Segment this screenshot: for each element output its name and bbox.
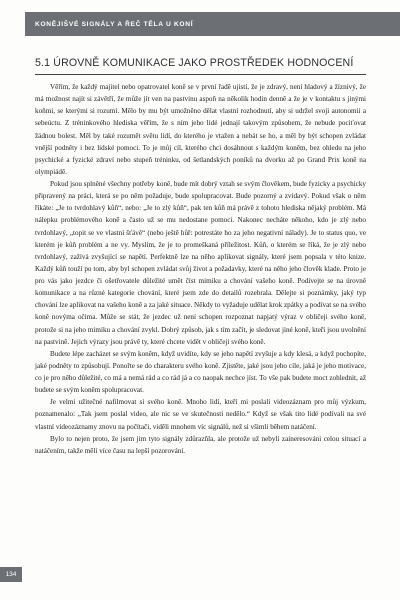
paragraph: Věřím, že každý majitel nebo opatrovatel koně se v první řadě ujistí, že je zdravý, není hladový a žíznivý, že má možnost najít si závětří, že může jít ven na pastvinu aspoň na několik hodin denně a že je v kontaktu s jinými koňmi, se kterými si rozumí. Mělo by mu být umožněno dělat vlastní rozhodnutí, aby si udržel svoji autonomii a sebeúctu. Z tréninkového hlediska věřím, že s ním jeho lidé jednají takovým způsobem, že nebude pociťovat žádnou bolest. Měl by také rozumět světu lidí, do kterého je vtažen a nebát se ho, a měl by být schopen zvládat vnější podněty i bez lidské pomoci. To je můj cíl, kterého chci dosáhnout s každým koněm, bez ohledu na jeho psychické a fyzické zdraví nebo stupeň tréninku, od šetlandských poníků na dvorku až po Grand Prix koně na olympiádě. [35,83,366,176]
page-number-tab [0,567,22,582]
section-title-rule [35,74,366,75]
running-header-title: KONĚJIŠVÉ SIGNÁLY A ŘEČ TĚLA U KONÍ [35,20,194,28]
running-header [25,12,400,36]
paragraph: Pokud jsou splněné všechny potřeby koně, bude mít dobrý vztah se svým člověkem, bude fyzicky a psychicky připravený na práci, která se po něm požaduje, bude spolupracovat. Bude pozorný a zvídavý. Pokud však o něm říkáte: „Je to tvrdohlavý kůň“, nebo: „Je to zlý kůň“, pak ten kůň má právě z tohoto hlediska nějaký problém. Má nálepku problémového koně a často už se mu nedostane pomoci. Nakonec necháte někoho, kdo je zlý nebo tvrdohlavý, „topit se ve vlastní šťávě“ (nebo ještě hůř: potrestáte ho za jeho negativní nálady). Je to status quo, ve kterém je kůň problém a ne vy. Myslím, že je to promeškaná příležitost. Kůň, o kterém se říká, že je zlý nebo tvrdohlavý, zažívá zvyšující se napětí. Perfektně lze na něho aplikovat signály, které jsem popsala v této knize. Každý kůň touží po tom, aby byl schopen zvládat svůj život a požadavky, které na něho jeho člověk klade. Proto je pro vás jako jezdce či ošetřovatele důležité umět číst mimiku a chování vašeho koně. Podívejte se na úrovně komunikace a na různé kategorie chování, které jsem zde do detailů rozebrala. Dělejte si poznámky, jaký typ chování lze aplikovat na vašeho koně a za jaké situace. Někdy to vyžaduje udělat krok zpátky a podívat se na svého koně novýma očima. Může se stát, že jezdec už není schopen rozpoznat napjatý výraz v obličeji svého koně, protože si na jeho mimiku a chování zvykl. Dobrý způsob, jak s tím začít, je sledovat jiné koně, kteří jsou uvolnění na pastvině. Jejich výrazy jsou právě ty, které chcete vidět v obličeji svého koně. [35,180,366,346]
body-text [35,81,366,457]
paragraph: Budete lépe zacházet se svým koněm, když uvidíte, kdy se jeho napětí zvyšuje a kdy klesá, a když pochopíte, jaké podněty to způsobují. Ponořte se do charakteru svého koně. Zjistěte, jaké jsou jeho cíle, jaká je jeho motivace, co je pro něho důležité, co má a nemá rád a co rád já a co naopak nechce jíst. To vše pak budete moct zohlednit, až budete se svým koněm spolupracovat. [35,349,366,395]
page-number: 134 [5,571,17,578]
paragraph: Je velmi užitečné nafilmovat si svého koně. Mnoho lidí, kteří mi poslali videozáznam pro můj výzkum, poznamenalo: „Tak jsem poslal video, ale nic se ve skutečnosti nedělo.“ Když se však tito lidé podívali na své vlastní videozáznamy znovu na počítači, viděli mnohem víc signálů, než si všimli během natáčení. [35,398,366,431]
paragraph: Bylo to nejen proto, že jsem jim tyto signály zdůrazňla, ale protože už nebyli zaineresováni celou situací a natáčením, takže měli více času na lepší pozorování. [35,434,366,455]
section-title: 5.1 ÚROVNĚ KOMUNIKACE JAKO PROSTŘEDEK HODNOCENÍ [35,57,354,69]
